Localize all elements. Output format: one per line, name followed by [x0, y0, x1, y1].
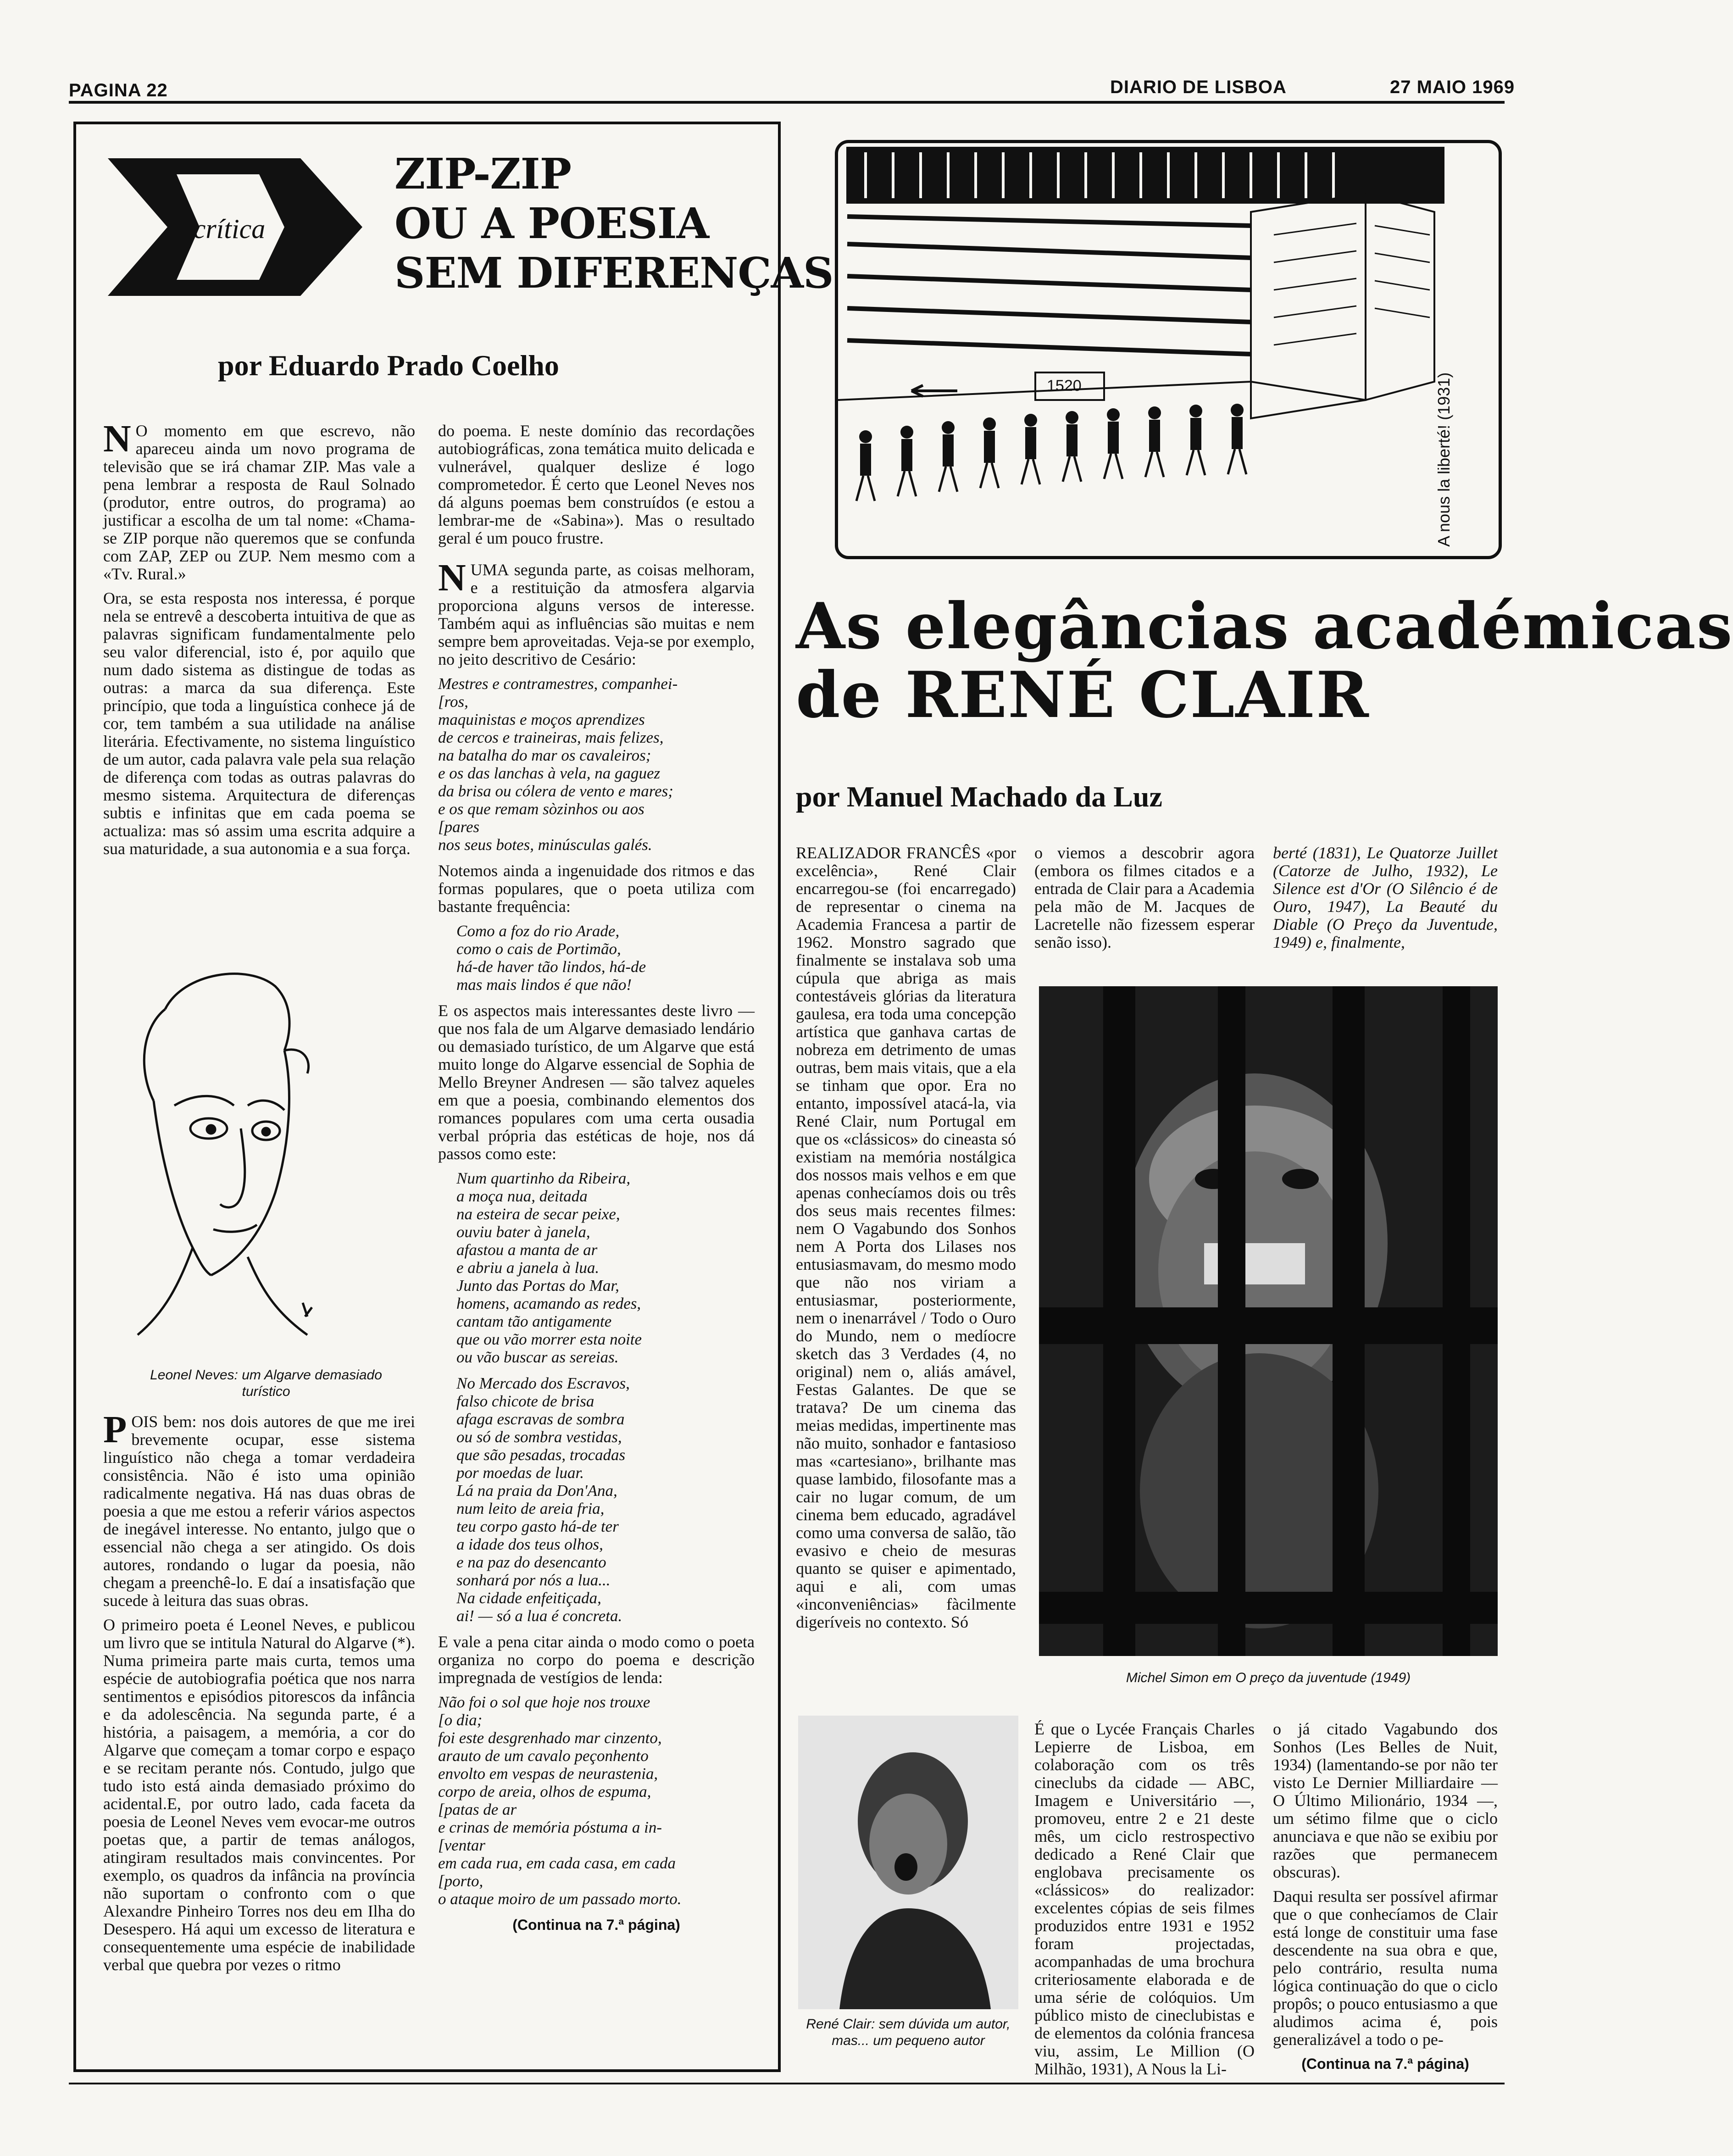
poem-excerpt-3: Num quartinho da Ribeira, a moça nua, deitada na esteira de secar peixe, ouviu bater à janela, afastou a manta de ar e abriu a janela à lua. Junto das Portas do Mar, homens, acamando as redes, cantam tão antigamente que ou vão morrer esta noite ou vão buscar as sereias. — [456, 1169, 642, 1366]
clair-column-3-top — [1273, 844, 1498, 958]
poem-excerpt-2: Como a foz do rio Arade, como o cais de Portimão, há-de haver tão lindos, há-de mas mais lindos é que não! — [456, 922, 646, 994]
critica-badge — [108, 158, 362, 296]
critica-paragraph-5: do poema. E neste domínio das recordações autobiográficas, zona temática muito delicada e vulnerável, qualquer deslize é logo comprometedor. É certo que Leonel Neves nos dá alguns poemas bem construídos (e estou a lembrar-me de «Sabina»). Mas o resultado geral é um pouco frustre. — [438, 422, 755, 547]
michel-simon-caption: Michel Simon em O preço da juventude (1949) — [1126, 1670, 1411, 1685]
clair-column-1 — [796, 844, 1016, 1638]
critica-paragraph-8: E os aspectos mais interessantes deste livro — que nos fala de um Algarve demasiado lendário ou demasiado turístico, de um Algarve que está muito longe do Algarve essencial de Sophia de Mello Breyner Andresen — são talvez aqueles em que a poesia, combinando elementos dos romances populares com uma certa ousadia verbal própria das estéticas de hoje, nos dá passos como este: — [438, 1001, 755, 1163]
clair-continued-note: (Continua na 7.ª página) — [1301, 2056, 1469, 2072]
clair-paragraph-2: o viemos a descobrir agora (embora os filmes citados e a entrada de Clair para a Academia pela mão de M. Jacques de Lacretelle não fizessem esperar senão isso). — [1034, 844, 1255, 951]
rene-clair-caption: René Clair: sem dúvida um autor, mas... um pequeno autor — [806, 2017, 1011, 2048]
michel-simon-photo — [1039, 986, 1498, 1656]
bottom-rule — [69, 2083, 1505, 2084]
clair-column-3-bottom — [1273, 1720, 1498, 2073]
critica-paragraph-2: Ora, se esta resposta nos interessa, é porque nela se entrevê a descoberta intuitiva de que as palavras significam fundamentalmente pelo seu valor diferencial, isto é, por aquilo que num dado sistema as distingue de todas as outras: a marca da sua diferença. Este princípio, que toda a linguística conhece já de cor, tem também a sua utilidade na análise literária. Efectivamente, no sistema linguístico de um autor, cada palavra vale pela sua relação de diferença com todas as outras palavras do mesmo sistema. Arquitectura de diferenças subtis e infinitas que em cada poema se actualiza: mas só assim uma escrita adquire a sua maturidade, a sua autonomia e a sua força. — [103, 589, 415, 858]
page-number: PAGINA 22 — [69, 80, 168, 100]
clair-column-2-top — [1034, 844, 1255, 958]
factory-drawing-icon — [838, 143, 1499, 556]
critica-column-1-lower — [103, 1408, 415, 1980]
critica-paragraph-6: NUMA segunda parte, as coisas melhoram, e a restituição da atmosfera algarvia proporciona alguns versos de interesse. Também aqui as influências são muitas e nem sempre bem aproveitadas. Veja-se por exemplo, no jeito descritivo de Cesário: — [438, 556, 755, 668]
clair-paragraph-5: o já citado Vagabundo dos Sonhos (Les Belles de Nuit, 1934) (lamentando-se por não ter visto Le Dernier Milliardaire — O Último Milionário, 1934 —, um sétimo filme que o ciclo anunciava e que não se exibiu por razões que permanecem obscuras). — [1273, 1720, 1498, 1881]
film-still-caption: A nous la liberté! (1931) — [1434, 372, 1453, 547]
rene-clair-photo — [798, 1716, 1018, 2009]
clair-title — [796, 589, 1733, 732]
critica-title-line1: ZIP-ZIP — [394, 149, 571, 199]
clair-paragraph-3: berté (1831), Le Quatorze Juillet (Catorze de Julho, 1932), Le Silence est d'Or (O Silêncio é de Ouro, 1947), La Beauté du Diable (O Preço da Juventude, 1949) e, finalmente, — [1273, 844, 1498, 951]
illustration-caption: Leonel Neves: um Algarve demasiado turístico — [150, 1367, 382, 1399]
clair-title-line2: de RENÉ CLAIR — [796, 657, 1370, 732]
clair-column-2-bottom — [1034, 1720, 1255, 2084]
critica-paragraph-7: Notemos ainda a ingenuidade dos ritmos e das formas populares, que o poeta utiliza com bastante frequência: — [438, 861, 755, 916]
portrait-drawing-icon — [110, 954, 339, 1358]
critica-column-2 — [438, 422, 755, 1934]
poem-excerpt-1: Mestres e contramestres, companhei- [ros, maquinistas e moços aprendizes de cercos e traineiras, mais felizes, na batalha do mar os cavaleiros; e os das lanchas à vela, na gaguez da brisa ou cólera de vento e mares; e os que remam sòzinhos ou aos [pares nos seus botes, minúsculas galés. — [438, 675, 678, 854]
clair-paragraph-4: É que o Lycée Français Charles Lepierre de Lisboa, em colaboração com os três cineclubs da cidade — ABC, Imagem e Universitário —, promoveu, entre 2 e 21 deste mês, um ciclo restrospectivo dedicado a René Clair que englobava precisamente os «clássicos» do realizador: excelentes cópias de seis filmes produzidos entre 1931 e 1952 foram projectadas, acompanhadas de uma brochura criteriosamente elaborada e de uma série de colóquios. Um público misto de cineclubistas e de elementos da colónia francesa viu, assim, Le Million (O Milhão, 1931), A Nous la Li- — [1034, 1720, 1255, 2078]
leonel-neves-illustration — [110, 954, 339, 1358]
drop-cap: P — [103, 1408, 127, 1451]
drop-cap: N — [103, 417, 131, 460]
critica-paragraph-3: POIS bem: nos dois autores de que me irei brevemente ocupar, esse sistema linguístico não chega a tomar verdadeira consistência. Não é isto uma opinião radicalmente negativa. Há nas duas obras de poesia a que me estou a referir vários aspectos de inegável interesse. No entanto, julgo que o essencial não chega a ser atingido. Os dois autores, rondando o lugar da poesia, não chegam a preenchê-lo. E daí a insatisfação que sucede à leitura das suas obras. — [103, 1408, 415, 1610]
masthead-rule — [69, 101, 1505, 104]
critica-paragraph-4: O primeiro poeta é Leonel Neves, e publicou um livro que se intitula Natural do Algarve (*). Numa primeira parte mais curta, temos uma espécie de autobiografia poética que nos narra sentimentos e episódios pitorescos da infância e da adolescência. Na segunda parte, é a história, a paisagem, a memória, a cor do Algarve que começam a tomar corpo e espaço e se recitam perante nós. Contudo, julgo que tudo isto está ainda demasiado próximo do acidental.E, por outro lado, cada faceta da poesia de Leonel Neves vem evocar-me outros poetas que, a partir de temas análogos, atingiram resultados mais convincentes. Por exemplo, os quadros da infância na província não suportam o confronto com o que Alexandre Pinheiro Torres nos deu em Ilha do Desespero. Há aqui um excesso de literatura e consequentemente uma espécie de inabilidade verbal que quebra por vezes o ritmo — [103, 1616, 415, 1974]
critica-continued-note: (Continua na 7.ª página) — [512, 1917, 680, 1933]
issue-date: 27 MAIO 1969 — [1390, 77, 1515, 97]
critica-column-1 — [103, 417, 415, 864]
drop-cap: N — [438, 556, 466, 599]
critica-paragraph-9: E vale a pena citar ainda o modo como o poeta organiza no corpo do poema e descrição impregnada de vestígios de lenda: — [438, 1633, 755, 1687]
clair-paragraph-1: REALIZADOR FRANCÊS «por excelência», René Clair encarregou-se (foi encarregado) de representar o cinema na Academia Francesa a partir de 1962. Monstro sagrado que finalmente se instalava sob uma cúpula que abriga as mais contestáveis glórias da literatura gaulesa, era toda uma concepção artística que ganhava cartas de nobreza em detrimento de umas outras, bem mais vitais, que a ela se tinham que opor. Era no entanto, impossível atacá-la, via René Clair, num Portugal em que os «clássicos» do cineasta só existiam na memória nostálgica dos nossos mais velhos e em que apenas conhecíamos dois ou três dos seus mais recentes filmes: nem O Vagabundo dos Sonhos nem A Porta dos Lilases nos entusiasmavam, do mesmo modo que não nos viriam a entusiasmar, posteriormente, nem o inenarrável / Todo o Ouro do Mundo, nem o medíocre sketch das 3 Verdades (4, no original) nem o, aliás amável, Festas Galantes. De que se tratava? De um cinema das meias medidas, impertinente mas não muito, sonhador e fantasioso mas «cartesiano», brilhante mas quase lambido, filosofante mas a cair no lugar comum, de um cinema bem educado, agradável como uma conversa de salão, tão evasivo e cheio de mesuras quanto se quiser e apimentado, aqui e ali, com umas «inconveniências» fàcilmente digeríveis no contexto. Só — [796, 844, 1016, 1631]
critica-paragraph-1: N O momento em que escrevo, não apareceu ainda um novo programa de televisão que se irá chamar ZIP. Mas vale a pena lembrar a resposta de Raul Solnado (produtor, entre outros, do programa) ao justificar a escolha de um tal nome: «Chama-se ZIP porque não queremos que se confunda com ZAP, ZEP ou ZUP. Nem mesmo com a «Tv. Rural.» — [103, 417, 415, 583]
poem-excerpt-4: No Mercado dos Escravos, falso chicote de brisa afaga escravas de sombra ou só de sombra vestidas, que são pesadas, trocadas por moedas de luar. Lá na praia da Don'Ana, num leito de areia fria, teu corpo gasto há-de ter a idade dos teus olhos, e na paz do desencanto sonhará por nós a lua... Na cidade enfeitiçada, ai! — só a lua é concreta. — [456, 1374, 630, 1625]
newspaper-name: DIARIO DE LISBOA — [1110, 77, 1287, 97]
clair-byline: por Manuel Machado da Luz — [796, 780, 1162, 813]
critica-title-line2: OU A POESIA — [394, 199, 709, 248]
critica-byline: por Eduardo Prado Coelho — [218, 349, 559, 382]
prison-bars-photo-icon — [1039, 986, 1498, 1656]
critica-title-line3: SEM DIFERENÇAS — [394, 248, 833, 298]
critica-label: crítica — [193, 214, 266, 244]
portrait-photo-icon — [798, 1716, 1018, 2009]
critica-title — [394, 149, 833, 298]
clair-paragraph-6: Daqui resulta ser possível afirmar que o que conhecíamos de Clair está longe de constituir uma fase descendente na sua obra e que, pelo contrário, resulta numa lógica continuação do que o ciclo propôs; o pouco entusiasmo a que aludimos acima é, pois generalizável a todo o pe- — [1273, 1887, 1498, 2049]
clair-title-line1: As elegâncias académicas — [796, 589, 1733, 663]
film-still-frame — [835, 140, 1502, 559]
factory-sign-number: 1520 — [1047, 377, 1082, 395]
poem-excerpt-5: Não foi o sol que hoje nos trouxe [o dia; foi este desgrenhado mar cinzento, arauto de um cavalo peçonhento envolto em vespas de neurastenia, corpo de areia, olhos de espuma, [patas de ar e crinas de memória póstuma a in- [ventar em cada rua, em cada casa, em cada [porto, o ataque moiro de um passado morto. — [438, 1693, 682, 1908]
